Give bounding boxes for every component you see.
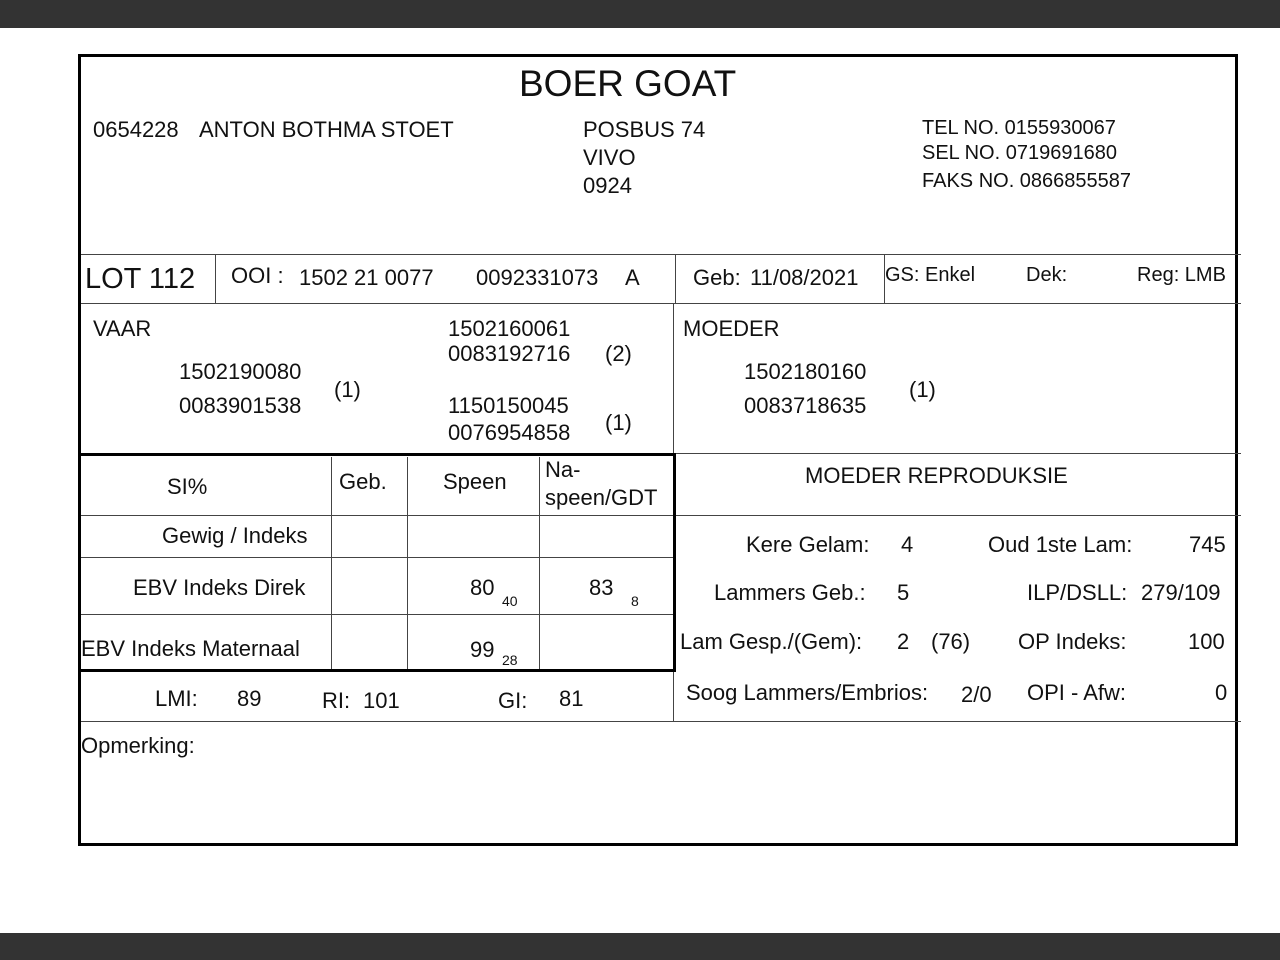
address-line-2: VIVO <box>583 145 636 170</box>
op-label: OP Indeks: <box>1018 629 1127 654</box>
si-header-bottom <box>81 515 1241 516</box>
tel-number: TEL NO. 0155930067 <box>922 117 1116 139</box>
faks-number: FAKS NO. 0866855587 <box>922 170 1132 192</box>
vaar-label: VAAR <box>93 316 152 341</box>
si-table-bottom <box>81 669 676 672</box>
lmi-value: 89 <box>237 686 262 711</box>
si-table-right <box>673 453 676 672</box>
divider-lot-1 <box>215 254 216 303</box>
sel-number: SEL NO. 0719691680 <box>922 142 1117 164</box>
dek-label: Dek: <box>1026 264 1068 286</box>
opi-value: 0 <box>1215 680 1228 705</box>
breeder-name: ANTON BOTHMA STOET <box>199 117 454 142</box>
moeder-label: MOEDER <box>683 316 780 341</box>
lmi-label: LMI: <box>155 686 198 711</box>
ooi-reg: 0092331073 <box>476 265 599 290</box>
lot-number: LOT 112 <box>85 263 196 295</box>
si-header-naspeen-1: Na- <box>545 457 581 482</box>
divider-lot-bottom <box>81 303 1241 304</box>
ooi-label: OOI : <box>231 263 284 288</box>
si-maternaal-speen: 99 <box>470 637 495 662</box>
top-bar <box>0 0 1280 28</box>
lammers-label: Lammers Geb.: <box>714 580 866 605</box>
gi-value: 81 <box>559 686 584 711</box>
ri-value: 101 <box>363 688 400 713</box>
vaar-id-2: 0083901538 <box>179 393 302 418</box>
si-direk-speen: 80 <box>470 575 495 600</box>
si-header-naspeen-2: speen/GDT <box>545 485 658 510</box>
si-header-geb: Geb. <box>339 469 387 494</box>
si-direk-naspeen: 83 <box>589 575 614 600</box>
breeder-id: 0654228 <box>93 117 179 142</box>
vaar-vaar-id-2: 0083192716 <box>448 341 571 366</box>
vaar-moeder-id-1: 1150150045 <box>448 393 569 418</box>
gi-label: GI: <box>498 688 528 713</box>
repro-title: MOEDER REPRODUKSIE <box>805 463 1068 488</box>
moeder-id-2: 0083718635 <box>744 393 867 418</box>
op-value: 100 <box>1188 629 1225 654</box>
address-line-3: 0924 <box>583 173 632 198</box>
si-col-1 <box>331 457 332 669</box>
si-table-top <box>81 453 676 456</box>
remark-label: Opmerking: <box>81 733 195 758</box>
si-row-maternaal-label: EBV Indeks Maternaal <box>81 636 300 661</box>
kere-value: 4 <box>901 532 914 557</box>
vaar-id-1: 1502190080 <box>179 359 302 384</box>
divider-lot-2 <box>675 254 676 303</box>
moeder-code: (1) <box>909 377 936 402</box>
kere-label: Kere Gelam: <box>746 532 870 557</box>
lammers-value: 5 <box>897 580 910 605</box>
ri-label: RI: <box>322 688 351 713</box>
ooi-grade: A <box>625 265 640 290</box>
lot-card <box>78 54 1238 846</box>
si-header-speen: Speen <box>443 469 507 494</box>
gesp-value: 2 <box>897 629 910 654</box>
ilp-value: 279/109 <box>1141 580 1221 605</box>
si-row-gewig-label: Gewig / Indeks <box>162 523 308 548</box>
oud-value: 745 <box>1189 532 1226 557</box>
si-direk-speen-sub: 40 <box>502 593 518 609</box>
si-header-si: SI% <box>167 474 208 499</box>
gesp-label: Lam Gesp./(Gem): <box>680 629 863 654</box>
si-row-direk-label: EBV Indeks Direk <box>133 575 306 600</box>
bottom-bar <box>0 933 1280 960</box>
soog-value: 2/0 <box>961 682 992 707</box>
si-maternaal-speen-sub: 28 <box>502 652 518 668</box>
ilp-label: ILP/DSLL: <box>1027 580 1128 605</box>
card-title: BOER GOAT <box>519 63 737 104</box>
vaar-moeder-code: (1) <box>605 410 632 435</box>
si-col-2 <box>407 457 408 669</box>
address-line-1: POSBUS 74 <box>583 117 706 142</box>
repro-top <box>676 453 1241 454</box>
gesp-gem-value: (76) <box>931 629 971 654</box>
opi-label: OPI - Afw: <box>1027 680 1127 705</box>
geb-label: Geb: <box>693 265 741 290</box>
gs-type: GS: Enkel <box>885 264 976 286</box>
ooi-id: 1502 21 0077 <box>299 265 434 290</box>
soog-label: Soog Lammers/Embrios: <box>686 680 929 705</box>
si-row2-bottom <box>81 614 673 615</box>
oud-label: Oud 1ste Lam: <box>988 532 1133 557</box>
vaar-code: (1) <box>334 377 361 402</box>
vaar-vaar-code: (2) <box>605 341 632 366</box>
index-row-bottom <box>81 721 1241 722</box>
si-col-3 <box>539 457 540 669</box>
moeder-id-1: 1502180160 <box>744 359 867 384</box>
reg-code: Reg: LMB <box>1137 264 1226 286</box>
vaar-moeder-id-2: 0076954858 <box>448 420 571 445</box>
si-direk-naspeen-sub: 8 <box>631 593 639 609</box>
vaar-vaar-id-1: 1502160061 <box>448 316 571 341</box>
divider-lot-top <box>81 254 1241 255</box>
si-row1-bottom <box>81 557 673 558</box>
geb-date: 11/08/2021 <box>750 265 859 290</box>
